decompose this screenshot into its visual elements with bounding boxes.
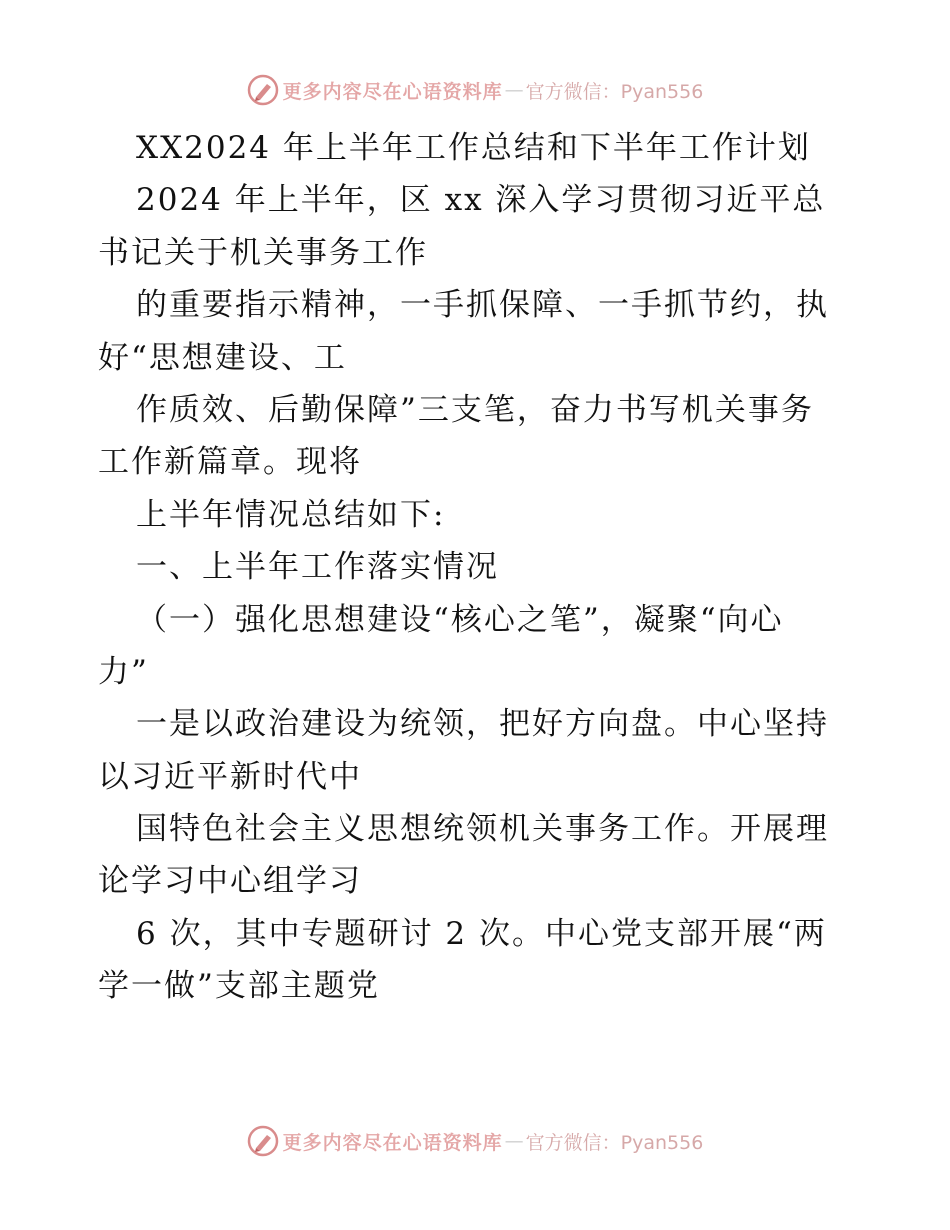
- text-line: 上半年情况总结如下:: [136, 496, 446, 533]
- text-line: 工作新篇章。现将: [98, 444, 362, 481]
- text-line: 论学习中心组学习: [98, 863, 362, 900]
- text-line: （一）强化思想建设“核心之笔”，凝聚“向心: [136, 601, 784, 638]
- watermark-content: [247, 1125, 704, 1157]
- text-line: 6 次，其中专题研讨 2 次。中心党支部开展“两: [136, 915, 827, 952]
- document-title: XX2024 年上半年工作总结和下半年工作计划: [136, 130, 811, 166]
- text-line: 的重要指示精神，一手抓保障、一手抓节约，执: [136, 287, 829, 324]
- watermark-content: [247, 74, 704, 106]
- watermark-bottom: [0, 1121, 950, 1161]
- watermark-main-text: 更多内容尽在心语资料库: [282, 80, 503, 103]
- watermark-wechat-text: 官方微信：Pyan556: [525, 1131, 704, 1154]
- text-line: 2024 年上半年，区 xx 深入学习贯彻习近平总: [136, 182, 826, 219]
- text-line: 好“思想建设、工: [98, 339, 347, 376]
- pen-logo-icon: [247, 1125, 279, 1157]
- text-line: 国特色社会主义思想统领机关事务工作。开展理: [136, 811, 829, 848]
- watermark-main-text: 更多内容尽在心语资料库: [282, 1131, 503, 1154]
- text-line: 一是以政治建设为统领，把好方向盘。中心坚持: [136, 706, 829, 743]
- text-line: 书记关于机关事务工作: [98, 234, 428, 271]
- watermark-separator: —: [504, 79, 524, 101]
- text-line: 力”: [98, 653, 149, 690]
- pen-logo-icon: [247, 74, 279, 106]
- text-line: 作质效、后勤保障”三支笔，奋力书写机关事务: [136, 391, 814, 428]
- document-body: [98, 122, 858, 1013]
- text-line: 一、上半年工作落实情况: [136, 549, 499, 586]
- watermark-separator: —: [504, 1130, 524, 1152]
- watermark-top: [0, 70, 950, 110]
- text-line: 以习近平新时代中: [98, 758, 362, 795]
- text-line: 学一做”支部主题党: [98, 968, 380, 1005]
- watermark-wechat-text: 官方微信：Pyan556: [525, 80, 704, 103]
